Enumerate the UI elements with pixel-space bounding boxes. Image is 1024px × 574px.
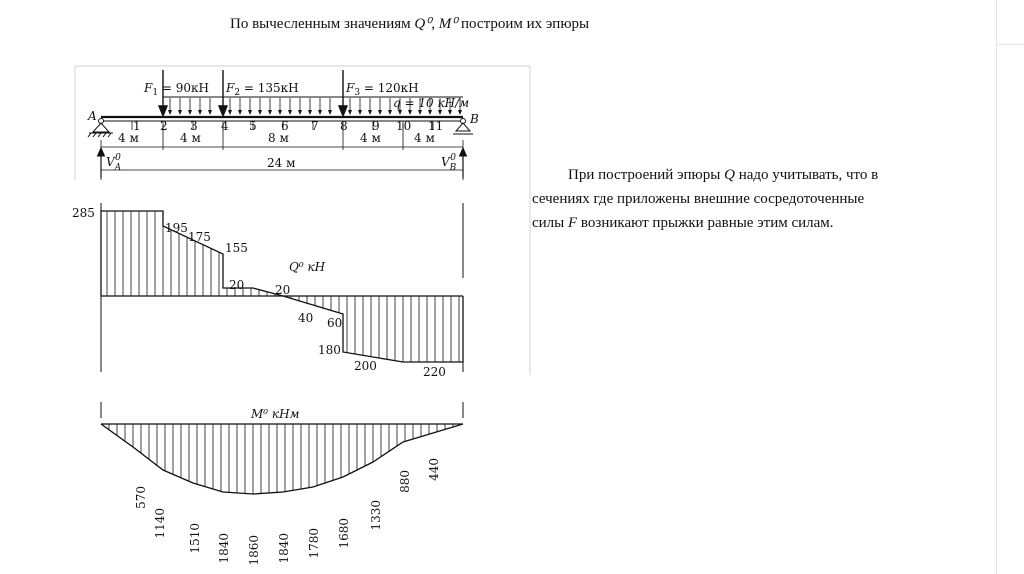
note-symbol-q: Q — [724, 167, 735, 183]
q-value-20a: 20 — [229, 278, 245, 292]
q-value-40: 40 — [298, 311, 314, 325]
q-value-200: 200 — [354, 359, 377, 373]
m-value-440: 440 — [427, 458, 441, 481]
q-value-155: 155 — [225, 241, 248, 255]
total-length-label: 24 м — [267, 156, 296, 170]
force-f1-label: $F_1 = 90кН$ — [144, 81, 209, 98]
section-number-3: 3 — [190, 119, 198, 133]
q-diagram-label: Q⁰ кН — [289, 260, 326, 274]
m-value-1840: 1840 — [217, 533, 231, 564]
q-value-220: 220 — [423, 365, 446, 379]
section-number-1: 1 — [133, 119, 141, 133]
q-value-60: 60 — [327, 316, 343, 330]
m-value-570: 570 — [134, 486, 148, 509]
q-value-285: 285 — [72, 206, 95, 220]
load-intensity-label: q = 10 кН/м — [393, 96, 470, 110]
m-value-1840: 1840 — [277, 533, 291, 564]
q-value-20b: 20 — [275, 283, 291, 297]
reaction-b-label: $V_B0$ — [441, 153, 457, 173]
section-number-4: 4 — [221, 119, 229, 133]
note-symbol-f: F — [568, 215, 578, 231]
m-value-1140: 1140 — [153, 508, 167, 539]
m-value-1330: 1330 — [369, 500, 383, 531]
support-b-label: B — [470, 112, 479, 126]
title-prefix: По вычесленным значениям — [230, 16, 411, 32]
m-diagram-label: M⁰ кНм — [251, 407, 300, 421]
section-number-6: 6 — [281, 119, 289, 133]
section-number-9: 9 — [372, 119, 380, 133]
note-part1: При построений эпюры — [568, 167, 721, 183]
span-label-2: 4 м — [180, 131, 201, 145]
title-symbols: Q⁰, M⁰ — [414, 16, 458, 32]
section-number-5: 5 — [249, 119, 257, 133]
q-value-195: 195 — [165, 221, 188, 235]
q-value-175: 175 — [188, 230, 211, 244]
m-value-labels — [134, 458, 441, 566]
reaction-a-label: $V_A0$ — [106, 153, 122, 173]
section-number-8: 8 — [340, 119, 348, 133]
span-label-5: 4 м — [414, 131, 435, 145]
m-value-1680: 1680 — [337, 518, 351, 549]
m-value-880: 880 — [398, 470, 412, 493]
force-f2-label: $F_2 = 135кН$ — [226, 81, 299, 98]
m-value-1860: 1860 — [247, 535, 261, 566]
m-value-1510: 1510 — [188, 523, 202, 554]
support-a-label: A — [88, 109, 97, 123]
m-value-1780: 1780 — [307, 528, 321, 559]
title-suffix: построим их эпюры — [461, 16, 590, 32]
span-label-1: 4 м — [118, 131, 139, 145]
span-label-4: 4 м — [360, 131, 381, 145]
q-value-180: 180 — [318, 343, 341, 357]
section-number-7: 7 — [311, 119, 319, 133]
force-f3-label: $F_3 = 120кН$ — [346, 81, 419, 98]
section-number-11: 11 — [428, 119, 444, 133]
note-part3: возникают прыжки равные этим силам. — [580, 215, 834, 231]
note-part2: надо учитывать, что в сечениях где приложены внешние сосредоточенные силы — [532, 167, 879, 231]
span-label-3: 8 м — [268, 131, 289, 145]
section-number-10: 10 — [396, 119, 412, 133]
section-number-2: 2 — [160, 119, 168, 133]
